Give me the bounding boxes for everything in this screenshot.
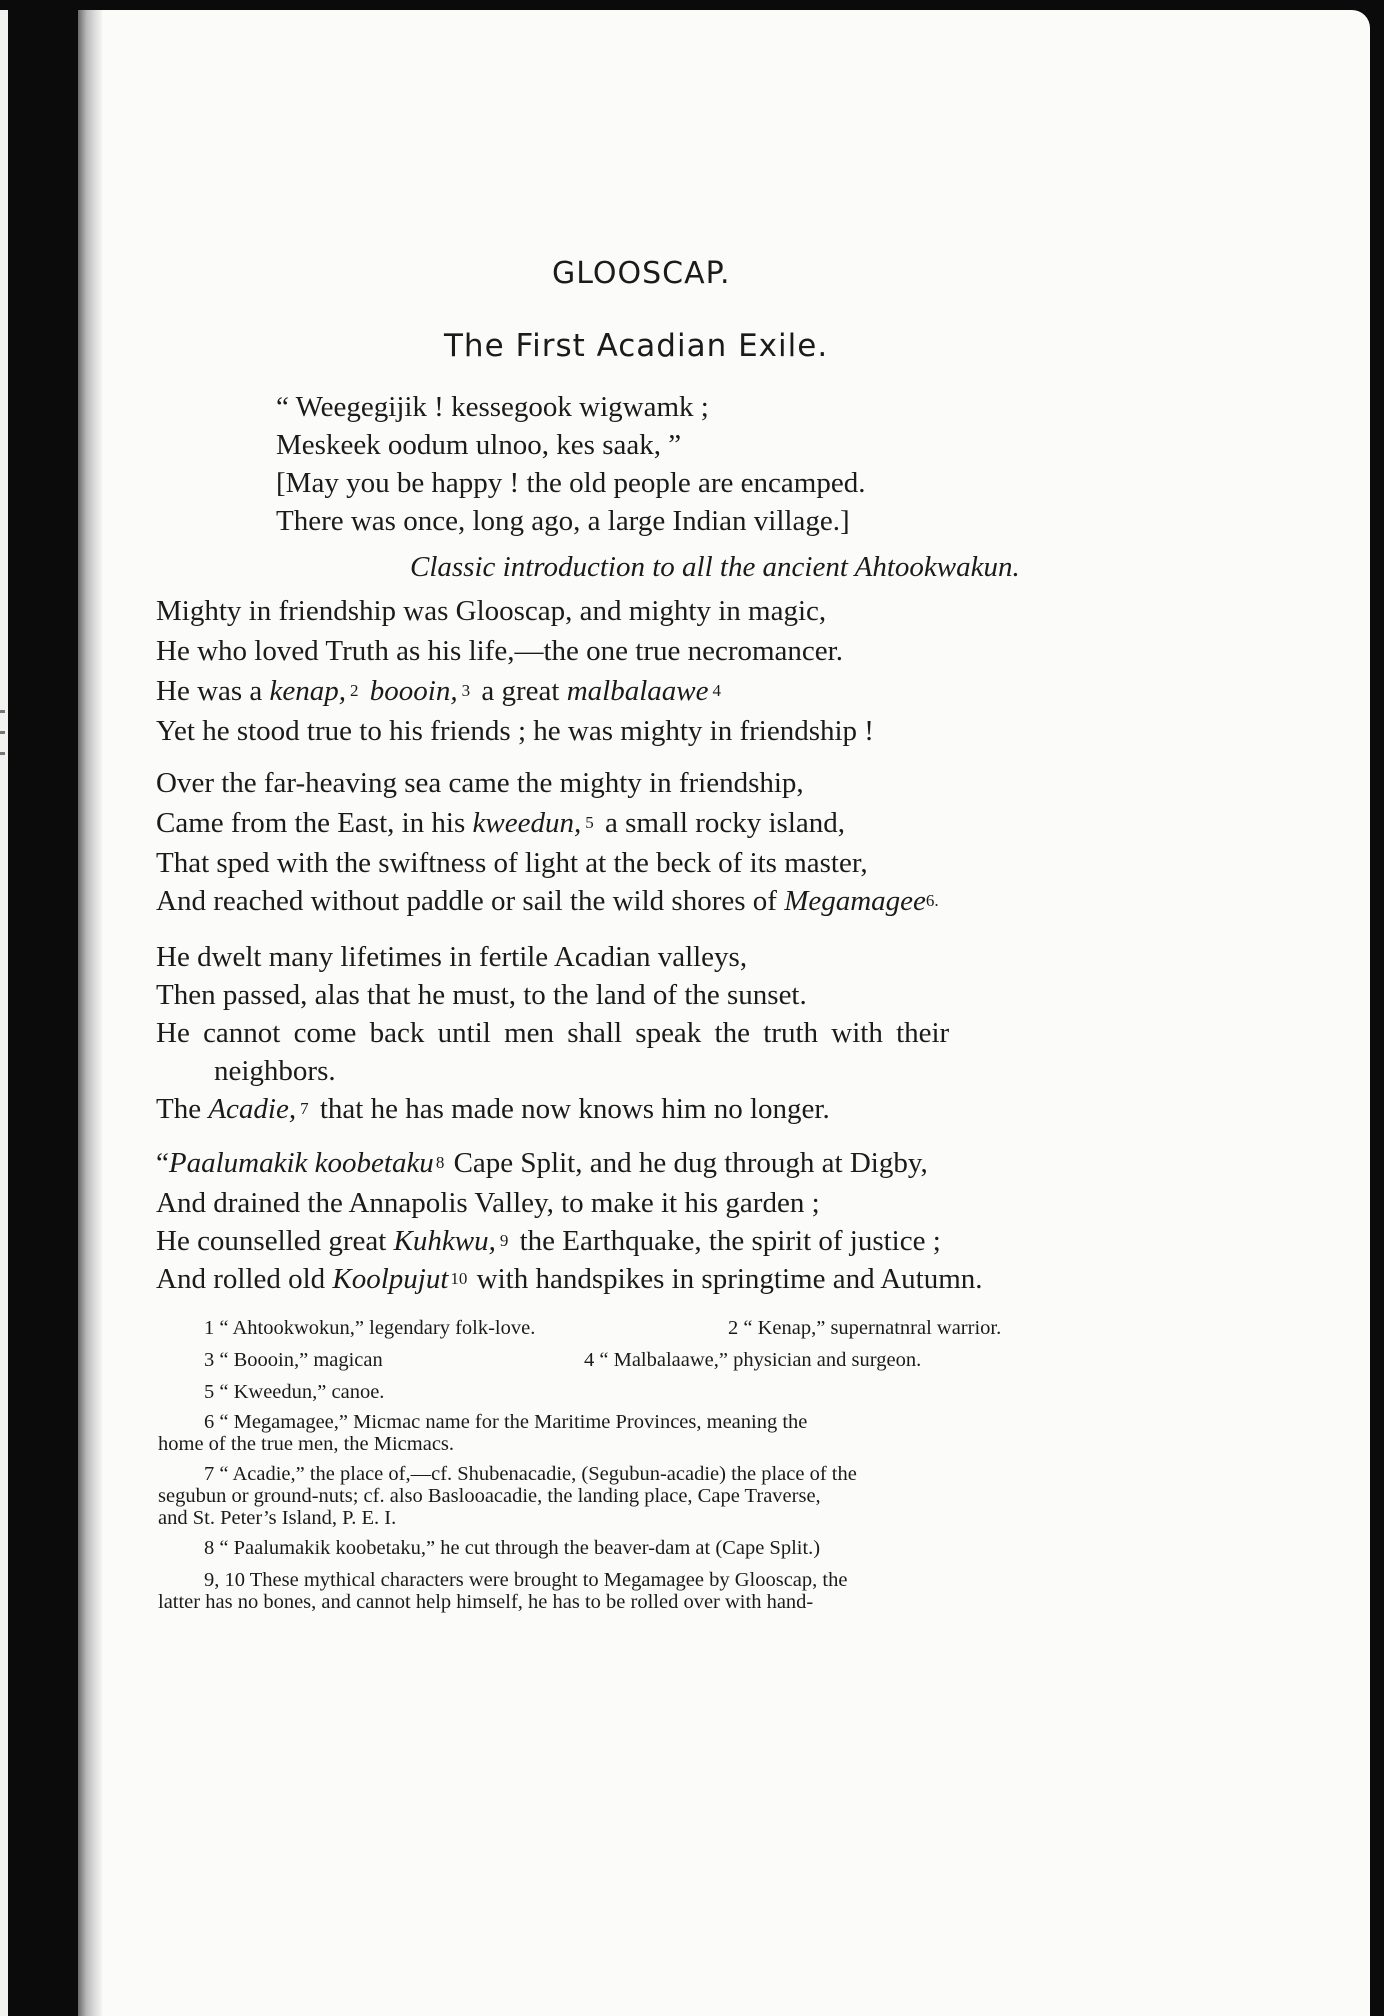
word-kuhkwu: Kuhkwu, [393,1225,496,1257]
word-boooin: boooin, [369,675,458,707]
epigraph-line-4: There was once, long ago, a large Indian village.] [276,505,850,537]
stanza-3-line-3: He cannot come back until men shall speak the truth with their [156,1017,950,1049]
stanza-4-line-2: And drained the Annapolis Valley, to make it his garden ; [156,1187,820,1219]
fn-ref-7: 7 [300,1099,309,1118]
s4-text-b: He counselled great [156,1225,394,1257]
fn-ref-6: 6. [925,891,939,910]
word-megamagee: Megamagee [784,885,926,917]
stanza-2-line-4 [156,884,943,918]
epigraph-line-3: [May you be happy ! the old people are encamped. [276,467,866,499]
word-acadie: Acadie, [208,1093,297,1125]
s3-text-b: that he has made now knows him no longer. [312,1093,830,1125]
word-koolpujut: Koolpujut [332,1263,449,1295]
s4-text-d: And rolled old [156,1263,333,1295]
stanza-1-line-3 [156,674,725,708]
stanza-1-line-1: Mighty in friendship was Glooscap, and mighty in magic, [156,595,827,627]
epigraph-attribution: Classic introduction to all the ancient Ahtookwakun. [410,551,1020,583]
stanza-3-line-3-cont: neighbors. [214,1055,336,1087]
footnote-4: 4 “ Malbalaawe,” physician and surgeon. [584,1349,922,1371]
stanza-4-line-3 [156,1224,941,1258]
footnote-8: 8 “ Paalumakik koobetaku,” he cut through the beaver-dam at (Cape Split.) [204,1537,821,1559]
s2-text-a: Came from the East, in his [156,807,473,839]
s4-text-a: Cape Split, and he dug through at Digby, [446,1147,928,1179]
s1-text-a: He was a [156,675,270,707]
s2-text-b: a small rocky island, [597,807,846,839]
page-spine-shadow [78,10,102,2016]
page-title: GLOOSCAP. [552,256,731,291]
book-page [78,10,1370,2016]
s4-text-c: the Earthquake, the spirit of justice ; [512,1225,941,1257]
footnote-5: 5 “ Kweedun,” canoe. [204,1381,385,1403]
s4-quote: “ [156,1147,169,1179]
stanza-3-line-4 [156,1092,830,1126]
s4-text-e: with handspikes in springtime and Autumn. [469,1263,983,1295]
word-paalumakik: Paalumakik koobetaku [168,1147,434,1179]
footnote-9-10-line-2: latter has no bones, and cannot help himself, he has to be rolled over with hand- [158,1591,814,1613]
epigraph-line-2: Meskeek oodum ulnoo, kes saak, ” [276,429,682,461]
stanza-3-line-1: He dwelt many lifetimes in fertile Acadian valleys, [156,941,748,973]
footnote-2: 2 “ Kenap,” supernatnral warrior. [728,1317,1002,1339]
page-subtitle: The First Acadian Exile. [444,328,829,364]
word-malbalaawe: malbalaawe [566,675,709,707]
fn-ref-4: 4 [712,681,721,700]
edge-marks [0,710,8,790]
fn-ref-8: 8 [435,1153,445,1172]
stanza-4-line-4 [156,1262,983,1296]
stanza-2-line-3: That sped with the swiftness of light at the beck of its master, [156,847,868,879]
epigraph-line-1: “ Weegegijik ! kessegook wigwamk ; [276,391,709,423]
word-kenap: kenap, [269,675,347,707]
fn-ref-5: 5 [585,813,594,832]
s2-text-c: And reached without paddle or sail the wild shores of [156,885,785,917]
footnote-7-line-3: and St. Peter’s Island, P. E. I. [158,1507,397,1529]
footnote-7-line-1: 7 “ Acadie,” the place of,—cf. Shubenacadie, (Segubun-acadie) the place of the [204,1463,857,1485]
stanza-2-line-1: Over the far-heaving sea came the mighty in friendship, [156,767,804,799]
s1-text-b: a great [474,675,567,707]
stanza-1-line-2: He who loved Truth as his life,—the one true necromancer. [156,635,843,667]
footnote-1: 1 “ Ahtookwokun,” legendary folk-love. [204,1317,536,1339]
fn-ref-10: 10 [450,1269,468,1288]
footnote-9-10-line-1: 9, 10 These mythical characters were brought to Megamagee by Glooscap, the [204,1569,848,1591]
stanza-4-line-1 [156,1146,928,1180]
fn-ref-3: 3 [461,681,471,700]
facing-page-edge [0,10,8,2016]
s3-text-a: The [156,1093,209,1125]
stanza-1-line-4: Yet he stood true to his friends ; he was mighty in friendship ! [156,715,874,747]
fn-ref-2: 2 [350,681,359,700]
footnote-7-line-2: segubun or ground-nuts; cf. also Baslooacadie, the landing place, Cape Traverse, [158,1485,821,1507]
footnote-6-line-2: home of the true men, the Micmacs. [158,1433,455,1455]
stanza-3-line-2: Then passed, alas that he must, to the land of the sunset. [156,979,807,1011]
fn-ref-9: 9 [499,1231,509,1250]
footnote-3: 3 “ Boooin,” magican [204,1349,383,1371]
stanza-2-line-2 [156,806,845,840]
word-kweedun: kweedun, [472,807,582,839]
footnote-6-line-1: 6 “ Megamagee,” Micmac name for the Maritime Provinces, meaning the [204,1411,808,1433]
